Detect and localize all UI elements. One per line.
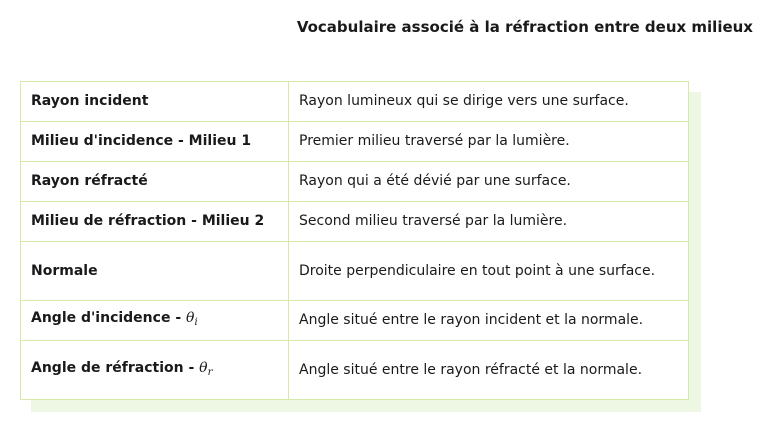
table-row — [21, 122, 689, 162]
term-cell: Rayon incident — [21, 82, 289, 122]
table-row — [21, 202, 689, 242]
definition-cell: Premier milieu traversé par la lumière. — [289, 122, 689, 162]
term-cell: Milieu d'incidence - Milieu 1 — [21, 122, 289, 162]
table-row — [21, 341, 689, 400]
table-row — [21, 242, 689, 301]
definition-cell: Rayon qui a été dévié par une surface. — [289, 162, 689, 202]
table-title: Vocabulaire associé à la réfraction entre deux milieux — [296, 18, 753, 36]
term-cell — [21, 301, 289, 341]
definition-cell: Rayon lumineux qui se dirige vers une surface. — [289, 82, 689, 122]
definition-cell: Droite perpendiculaire en tout point à une surface. — [289, 242, 689, 301]
theta-r-symbol: $\theta_r$ — [199, 359, 213, 378]
term-cell — [21, 341, 289, 400]
term-cell: Rayon réfracté — [21, 162, 289, 202]
theta-i-symbol: $\theta_i$ — [186, 310, 198, 328]
definition-cell: Second milieu traversé par la lumière. — [289, 202, 689, 242]
definition-cell: Angle situé entre le rayon incident et la normale. — [289, 301, 689, 341]
table-row — [21, 82, 689, 122]
term-label: Angle d'incidence - — [31, 310, 186, 326]
table-row — [21, 162, 689, 202]
vocabulary-table-container — [20, 81, 689, 400]
vocabulary-table — [20, 81, 689, 400]
definition-cell: Angle situé entre le rayon réfracté et la normale. — [289, 341, 689, 400]
table-row — [21, 301, 689, 341]
term-label: Angle de réfraction - — [31, 359, 200, 376]
term-cell: Normale — [21, 242, 289, 301]
term-cell: Milieu de réfraction - Milieu 2 — [21, 202, 289, 242]
